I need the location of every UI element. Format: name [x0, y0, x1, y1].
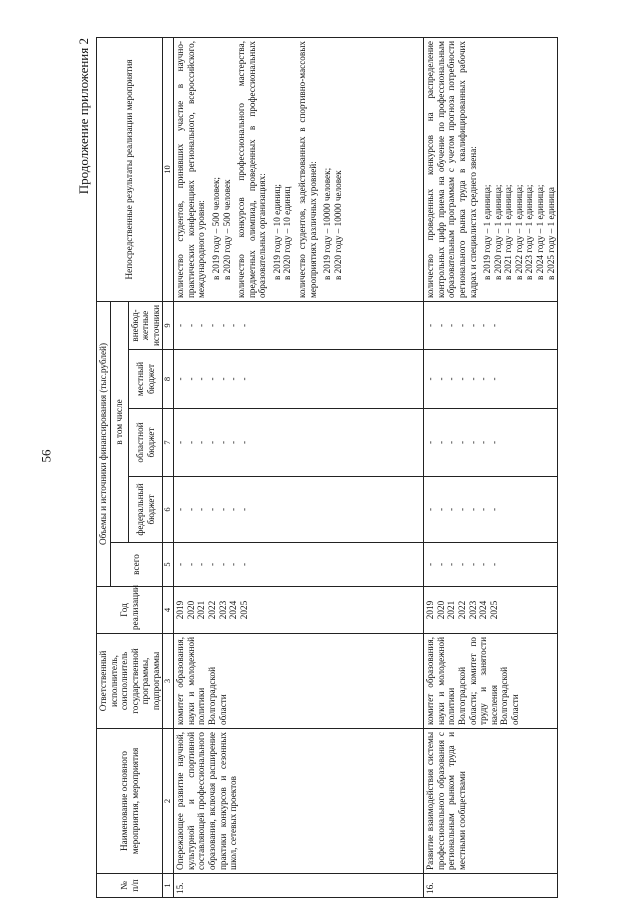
- year-value: 2019: [175, 600, 186, 620]
- page-number: 56: [38, 449, 54, 463]
- dash: -: [435, 507, 446, 512]
- year-value: 2024: [228, 600, 239, 620]
- dash: -: [238, 562, 249, 567]
- dash: -: [467, 323, 478, 328]
- dash: -: [446, 377, 457, 381]
- dash: -: [488, 507, 499, 512]
- col-num: 5: [163, 543, 174, 587]
- dash: -: [196, 562, 207, 567]
- row-results: [424, 38, 558, 302]
- row-ext: [174, 302, 424, 350]
- year-value: 2022: [207, 600, 218, 620]
- result-text: количество конкурсов профессионального мастерства, предметных олимпиад, проведенных в профессиональных образовательных организациях:: [236, 41, 268, 298]
- dash: -: [457, 323, 468, 328]
- dash: -: [228, 323, 239, 328]
- continuation-caption: Продолжение приложения 2: [76, 38, 91, 195]
- year-value: 2022: [457, 600, 468, 620]
- dash: -: [228, 562, 239, 567]
- header-year: Год реализации: [97, 587, 163, 634]
- dash: -: [217, 507, 228, 512]
- col-num: 7: [163, 409, 174, 477]
- dash: -: [435, 440, 446, 445]
- col-num: 10: [163, 38, 174, 302]
- header-results: Непосредственные результаты реализации мероприятия: [97, 38, 163, 302]
- header-name: Наименование основного мероприятия, мероприятия: [97, 729, 163, 874]
- dash: -: [217, 440, 228, 445]
- table-row: [424, 38, 558, 898]
- dash: -: [446, 440, 457, 445]
- row-total: [424, 543, 558, 587]
- col-num: 2: [163, 729, 174, 874]
- dash: -: [207, 562, 218, 567]
- dash: -: [185, 377, 196, 381]
- year-value: 2019: [425, 600, 436, 620]
- header-loc: местный бюджет: [128, 350, 163, 409]
- dash: -: [228, 440, 239, 445]
- dash: -: [238, 377, 249, 381]
- row-resp: комитет образования, науки и молодежной политики Волгоградской области; комитет по труду и занятости населения Волгоградской области: [424, 634, 558, 729]
- col-num: 9: [163, 302, 174, 350]
- header-total: всего: [110, 543, 163, 587]
- dash: -: [467, 377, 478, 381]
- result-line: в 2021 году – 1 единица;: [503, 184, 514, 280]
- row-no: 16.: [424, 874, 558, 898]
- header-ext: внебюд-жетные источники: [128, 302, 163, 350]
- dash: -: [207, 507, 218, 512]
- col-num: 8: [163, 350, 174, 409]
- row-no: 15.: [174, 874, 424, 898]
- header-no: № п/п: [97, 874, 163, 898]
- row-ext: [424, 302, 558, 350]
- year-value: 2024: [478, 600, 489, 620]
- dash: -: [435, 323, 446, 328]
- result-line: в 2025 году – 1 единица: [545, 187, 556, 280]
- column-number-row: [163, 38, 174, 898]
- dash: -: [185, 507, 196, 512]
- dash: -: [446, 562, 457, 567]
- row-obl: [174, 409, 424, 477]
- dash: -: [478, 507, 489, 512]
- dash: -: [478, 440, 489, 445]
- dash: -: [467, 440, 478, 445]
- result-line: в 2019 году – 500 человек;: [210, 177, 221, 280]
- dash: -: [196, 377, 207, 381]
- dash: -: [175, 323, 186, 328]
- row-resp: комитет образования, науки и молодежной политики Волгоградской области: [174, 634, 424, 729]
- row-loc: [424, 350, 558, 409]
- dash: -: [175, 507, 186, 512]
- dash: -: [228, 377, 239, 381]
- dash: -: [446, 323, 457, 328]
- dash: -: [175, 562, 186, 567]
- dash: -: [478, 323, 489, 328]
- col-num: 3: [163, 634, 174, 729]
- result-line: в 2020 году – 10 единиц: [282, 186, 293, 280]
- dash: -: [207, 440, 218, 445]
- result-line: в 2024 году – 1 единица;: [535, 184, 546, 280]
- dash: -: [488, 440, 499, 445]
- row-name: Опережающее развитие научной, культурной и спортивной составляющей профессионального образования, включая расширение практики конкурсов и сезонных школ, сетевых проектов: [174, 729, 424, 874]
- dash: -: [467, 562, 478, 567]
- result-line: в 2019 году – 10 единиц;: [271, 184, 282, 280]
- row-name: Развитие взаимодействия системы профессионального образования с региональным рынком труда и местными сообществами: [424, 729, 558, 874]
- dash: -: [425, 440, 436, 445]
- result-text: количество студентов, принявших участие в научно-практических конференциях регионального, всероссийского, международного уровня:: [175, 41, 207, 298]
- result-line: в 2020 году – 500 человек: [221, 179, 232, 280]
- dash: -: [238, 440, 249, 445]
- col-num: 1: [163, 874, 174, 898]
- dash: -: [467, 507, 478, 512]
- dash: -: [488, 562, 499, 567]
- year-value: 2025: [488, 600, 499, 620]
- col-num: 6: [163, 477, 174, 543]
- dash: -: [457, 377, 468, 381]
- dash: -: [425, 323, 436, 328]
- dash: -: [425, 507, 436, 512]
- dash: -: [238, 323, 249, 328]
- result-line: в 2023 году – 1 единица;: [524, 184, 535, 280]
- result-line: в 2022 году – 1 единица;: [513, 184, 524, 280]
- year-value: 2020: [435, 600, 446, 620]
- header-resp: Ответственный исполнитель, соисполнитель государственной программы, подпрограммы: [97, 634, 163, 729]
- dash: -: [457, 507, 468, 512]
- year-value: 2025: [238, 600, 249, 620]
- row-total: [174, 543, 424, 587]
- row-results: [174, 38, 424, 302]
- dash: -: [196, 323, 207, 328]
- dash: -: [217, 377, 228, 381]
- rotated-page-content: [72, 38, 624, 898]
- dash: -: [228, 507, 239, 512]
- header-row-1: [97, 38, 111, 898]
- program-table: [96, 37, 558, 898]
- dash: -: [196, 507, 207, 512]
- header-obl: областной бюджет: [128, 409, 163, 477]
- result-text: количество проведенных конкурсов на распределение контрольных цифр приема на обучение по профессиональным образовательным программам с учетом прогноза потребности регионального рынка труда в квалифицированных рабочих кадрах и специалистах среднего звена:: [425, 41, 478, 298]
- dash: -: [207, 323, 218, 328]
- col-num: 4: [163, 587, 174, 634]
- dash: -: [435, 377, 446, 381]
- dash: -: [217, 562, 228, 567]
- dash: -: [207, 377, 218, 381]
- row-years: [174, 587, 424, 634]
- dash: -: [446, 507, 457, 512]
- dash: -: [196, 440, 207, 445]
- dash: -: [457, 440, 468, 445]
- dash: -: [488, 377, 499, 381]
- dash: -: [185, 562, 196, 567]
- dash: -: [175, 377, 186, 381]
- dash: -: [185, 440, 196, 445]
- result-line: в 2019 году – 10000 человек;: [322, 167, 333, 280]
- result-line: в 2020 году – 10000 человек: [332, 170, 343, 280]
- year-value: 2021: [196, 600, 207, 620]
- dash: -: [478, 562, 489, 567]
- result-line: в 2020 году – 1 единица;: [492, 184, 503, 280]
- year-value: 2023: [217, 600, 228, 620]
- row-years: [424, 587, 558, 634]
- header-funding: Объемы и источники финансирования (тыс.рублей): [97, 302, 111, 587]
- row-loc: [174, 350, 424, 409]
- dash: -: [435, 562, 446, 567]
- dash: -: [425, 377, 436, 381]
- row-obl: [424, 409, 558, 477]
- dash: -: [478, 377, 489, 381]
- table-row: [174, 38, 424, 898]
- header-fed: федеральный бюджет: [128, 477, 163, 543]
- year-value: 2023: [467, 600, 478, 620]
- year-value: 2021: [446, 600, 457, 620]
- row-fed: [424, 477, 558, 543]
- row-fed: [174, 477, 424, 543]
- dash: -: [175, 440, 186, 445]
- dash: -: [457, 562, 468, 567]
- header-incl: в том числе: [110, 302, 128, 543]
- dash: -: [238, 507, 249, 512]
- dash: -: [425, 562, 436, 567]
- result-text: количество студентов, задействованных в спортивно-массовых мероприятиях различных уровней:: [297, 41, 318, 298]
- result-line: в 2019 году – 1 единица;: [482, 184, 493, 280]
- dash: -: [185, 323, 196, 328]
- dash: -: [488, 323, 499, 328]
- year-value: 2020: [185, 600, 196, 620]
- dash: -: [217, 323, 228, 328]
